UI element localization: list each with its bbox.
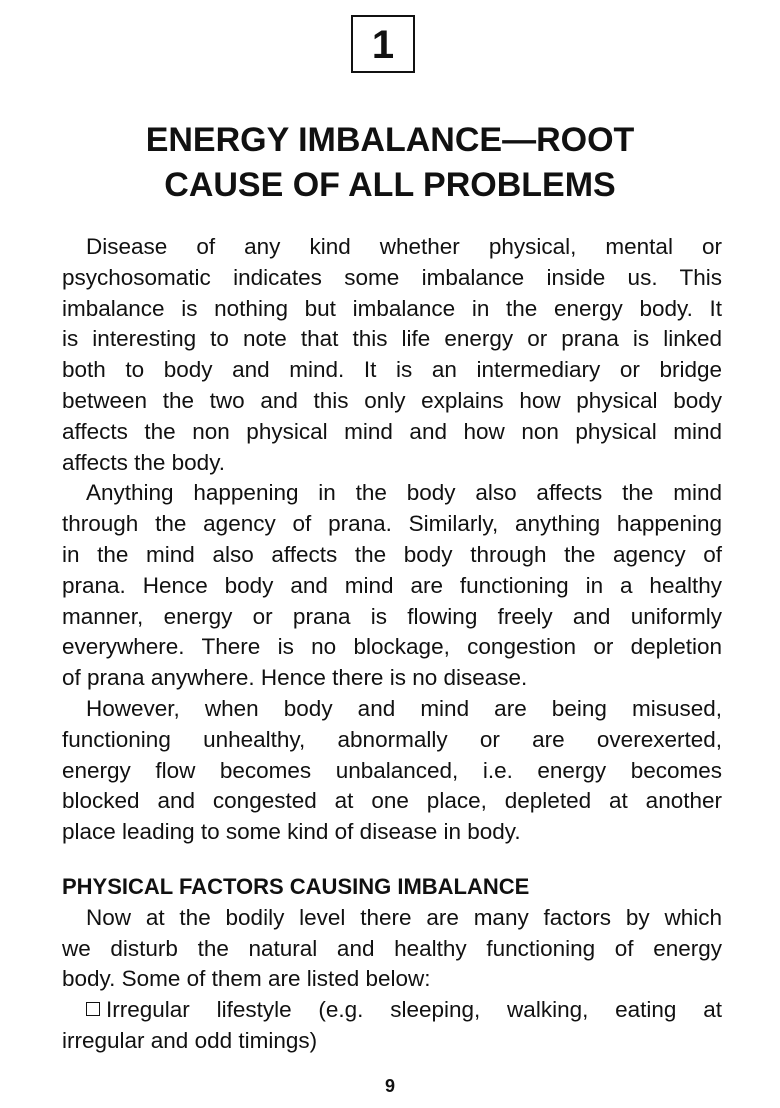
text-line: imbalance is nothing but imbalance in the energy body. It bbox=[62, 295, 722, 321]
text-line: through the agency of prana. Similarly, anything happening bbox=[62, 511, 722, 537]
text-line: both to body and mind. It is an intermediary or bridge bbox=[62, 357, 722, 383]
page-number: 9 bbox=[384, 1076, 395, 1096]
list-item bbox=[62, 995, 722, 1057]
paragraph-2 bbox=[62, 478, 722, 694]
title-line: CAUSE OF ALL PROBLEMS bbox=[164, 166, 616, 204]
list-item-text: Irregular lifestyle (e.g. sleeping, walking, eating at bbox=[106, 997, 722, 1023]
title-line: ENERGY IMBALANCE—ROOT bbox=[145, 121, 635, 159]
text-line: Now at the bodily level there are many factors by which bbox=[86, 904, 722, 930]
chapter-title bbox=[0, 118, 780, 208]
text-line: functioning unhealthy, abnormally or are overexerted, bbox=[62, 726, 722, 752]
text-line: we disturb the natural and healthy functioning of energy bbox=[62, 935, 722, 961]
text-line: of prana anywhere. Hence there is no disease. bbox=[62, 665, 528, 691]
text-line: energy flow becomes unbalanced, i.e. energy becomes bbox=[62, 757, 722, 783]
text-line: psychosomatic indicates some imbalance inside us. This bbox=[62, 264, 722, 290]
section-paragraph bbox=[62, 903, 722, 995]
text-line: However, when body and mind are being misused, bbox=[86, 695, 722, 721]
text-line: blocked and congested at one place, depleted at another bbox=[62, 788, 722, 814]
paragraph-3 bbox=[62, 694, 722, 848]
text-line: everywhere. There is no blockage, congestion or depletion bbox=[62, 634, 722, 660]
text-line: affects the non physical mind and how non physical mind bbox=[62, 418, 722, 444]
text-line: is interesting to note that this life energy or prana is linked bbox=[62, 326, 722, 352]
text-line: between the two and this only explains how physical body bbox=[62, 387, 722, 413]
checkbox-bullet-icon bbox=[86, 1002, 100, 1016]
text-line: prana. Hence body and mind are functioning in a healthy bbox=[62, 572, 722, 598]
body-text bbox=[62, 232, 722, 1057]
text-line: irregular and odd timings) bbox=[62, 1027, 318, 1053]
text-line: in the mind also affects the body through the agency of bbox=[62, 541, 722, 567]
text-line: body. Some of them are listed below: bbox=[62, 966, 431, 992]
paragraph-1 bbox=[62, 232, 722, 478]
text-line: place leading to some kind of disease in body. bbox=[62, 819, 521, 845]
text-line: manner, energy or prana is flowing freely and uniformly bbox=[62, 603, 722, 629]
text-line bbox=[62, 995, 722, 1026]
text-line: Anything happening in the body also affects the mind bbox=[86, 480, 722, 506]
text-line: Disease of any kind whether physical, mental or bbox=[86, 234, 722, 259]
text-line: affects the body. bbox=[62, 449, 226, 475]
chapter-number-box: 1 bbox=[351, 15, 415, 73]
section-heading: PHYSICAL FACTORS CAUSING IMBALANCE bbox=[62, 873, 530, 899]
